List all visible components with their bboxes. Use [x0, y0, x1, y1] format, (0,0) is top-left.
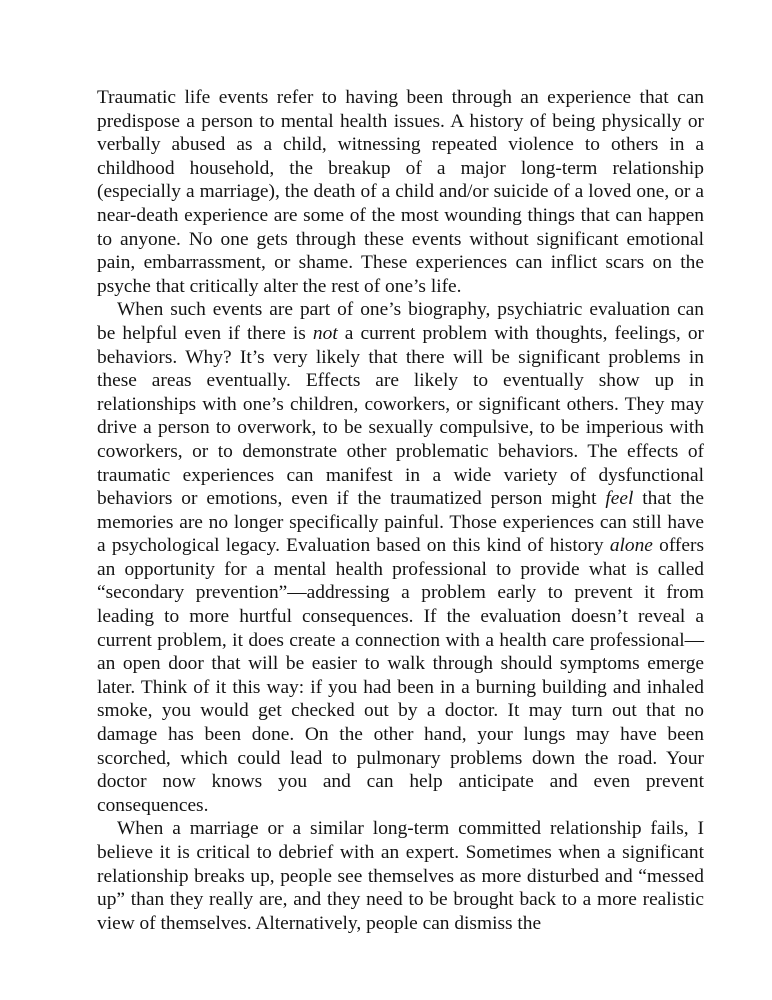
paragraph-2-text: When such events are part of one’s biography, psychiatric evaluation can be helpful even if there is [97, 299, 704, 344]
paragraph-1 [97, 86, 704, 298]
paragraph-3 [97, 817, 704, 935]
paragraph-1-text: Traumatic life events refer to having been through an experience that can predispose a person to mental health issues. A history of being physically or verbally abused as a child, witnessing repeated violence to others in a childhood household, the breakup of a major long-term relationship (especially a marriage), the death of a child and/or suicide of a loved one, or a near-death experience are some of the most wounding things that can happen to anyone. No one gets through these events without significant emotional pain, embarrassment, or shame. These experiences can inflict scars on the psyche that critically alter the rest of one’s life. [97, 87, 704, 297]
emphasis-not: not [312, 322, 338, 344]
paragraph-3-text: When a marriage or a similar long-term committed relationship fails, I believe it is critical to debrief with an expert. Sometimes when a significant relationship breaks up, people see themselves as more disturbed and “messed up” than they really are, and they need to be brought back to a more realistic view of themselves. Alternatively, people can dismiss the [97, 818, 704, 934]
page-body [97, 86, 704, 935]
emphasis-feel: feel [605, 488, 634, 510]
paragraph-2-text: a current problem with thoughts, feelings, or behaviors. Why? It’s very likely that there will be significant problems in these areas eventually. Effects are likely to eventually show up in relationships with one’s children, coworkers, or significant others. They may drive a person to overwork, to be sexually compulsive, to be imperious with coworkers, or to demonstrate other problematic behaviors. The effects of traumatic experiences can manifest in a wide variety of dysfunctional behaviors or emotions, even if the traumatized person might [97, 322, 704, 510]
paragraph-2-text: offers an opportunity for a mental health professional to provide what is called “secondary prevention”—addressing a problem early to prevent it from leading to more hurtful consequences. If the evaluation doesn’t reveal a current problem, it does create a connection with a health care professional—an open door that will be easier to walk through should symptoms emerge later. Think of it this way: if you had been in a burning building and inhaled smoke, you would get checked out by a doctor. It may turn out that no damage has been done. On the other hand, your lungs may have been scorched, which could lead to pulmonary problems down the road. Your doctor now knows you and can help anticipate and even prevent consequences. [97, 535, 705, 816]
paragraph-2 [97, 298, 704, 817]
emphasis-alone: alone [609, 535, 653, 557]
paragraph-2-text: that the memories are no longer specifically painful. Those experiences can still have a psychological legacy. Evaluation based on this kind of history [97, 488, 704, 557]
